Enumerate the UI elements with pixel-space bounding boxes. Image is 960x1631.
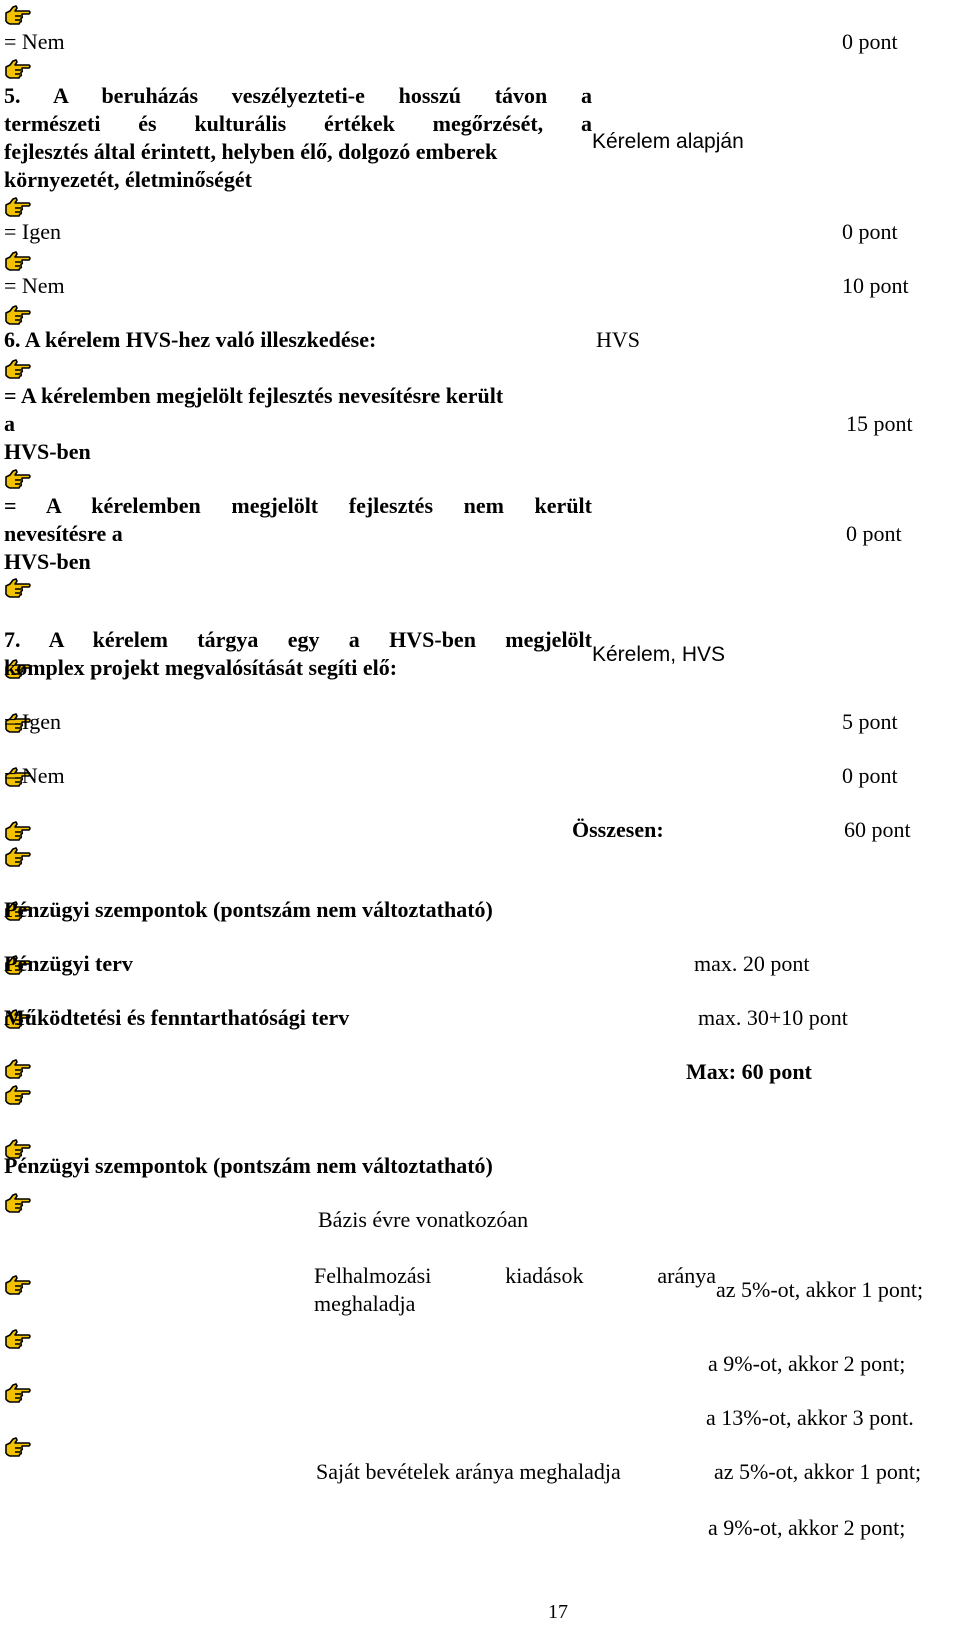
- q5-no-label: = Nem: [4, 273, 65, 298]
- q4-no-label: = Nem: [4, 29, 65, 54]
- pointing-hand-icon: [4, 1192, 32, 1214]
- pointing-hand-icon: [4, 358, 32, 380]
- q5-yes-label: = Igen: [4, 219, 61, 244]
- own-revenue-label: Saját bevételek aránya meghaladja: [316, 1459, 621, 1484]
- q6-opt2-points: 0 pont: [846, 521, 902, 546]
- q6-opt2-line-2: nevesítésre a: [4, 521, 123, 546]
- q5-source: Kérelem alapján: [592, 130, 744, 153]
- financial-plan-label: Pénzügyi terv: [4, 951, 133, 976]
- q4-no-points: 0 pont: [842, 29, 898, 54]
- financial-max: Max: 60 pont: [686, 1059, 812, 1084]
- financial-ops-label: Működtetési és fenntarthatósági terv: [4, 1005, 350, 1030]
- pointing-hand-icon: [4, 846, 32, 868]
- accum-tier-2: a 9%-ot, akkor 2 pont;: [708, 1351, 906, 1376]
- accum-tier-3: a 13%-ot, akkor 3 pont.: [706, 1405, 914, 1430]
- q5-yes-points: 0 pont: [842, 219, 898, 244]
- accum-line-2: meghaladja: [314, 1291, 416, 1316]
- pointing-hand-icon: [4, 58, 32, 80]
- q5-no-points: 10 pont: [842, 273, 909, 298]
- financial2-heading: Pénzügyi szempontok (pontszám nem változtatható): [4, 1153, 493, 1178]
- q7-yes-points: 5 pont: [842, 709, 898, 734]
- pointing-hand-icon: [4, 577, 32, 599]
- pointing-hand-icon: [4, 1328, 32, 1350]
- q6-opt2-line-3: HVS-ben: [4, 549, 91, 574]
- q7-source: Kérelem, HVS: [592, 643, 726, 666]
- q6-opt1-line-1: = A kérelemben megjelölt fejlesztés nevesítésre került: [4, 383, 504, 408]
- q7-line-2: komplex projekt megvalósítását segíti elő:: [4, 655, 398, 680]
- pointing-hand-icon: [4, 1274, 32, 1296]
- pointing-hand-icon: [4, 250, 32, 272]
- pointing-hand-icon: [4, 196, 32, 218]
- q5-line-3: fejlesztés által érintett, helyben élő, dolgozó emberek: [4, 139, 498, 164]
- pointing-hand-icon: [4, 1084, 32, 1106]
- q7-line-1: 7. A kérelem tárgya egy a HVS-ben megjelölt: [4, 627, 592, 652]
- q5-line-2: természeti és kulturális értékek megőrzését, a: [4, 111, 592, 136]
- pointing-hand-icon: [4, 1436, 32, 1458]
- q5-line-4: környezetét, életminőségét: [4, 167, 253, 192]
- pointing-hand-icon: [4, 304, 32, 326]
- q6-source: HVS: [596, 327, 641, 352]
- q5-line-1: 5. A beruházás veszélyezteti-e hosszú távon a: [4, 83, 592, 108]
- pointing-hand-icon: [4, 1058, 32, 1080]
- pointing-hand-icon: [4, 468, 32, 490]
- financial-ops-points: max. 30+10 pont: [698, 1005, 848, 1030]
- q6-opt1-line-3: HVS-ben: [4, 439, 91, 464]
- q6-title: 6. A kérelem HVS-hez való illeszkedése:: [4, 327, 377, 352]
- accum-line-1: Felhalmozási kiadások aránya: [314, 1263, 716, 1288]
- total-label: Összesen:: [572, 817, 664, 842]
- q6-opt1-line-2: a: [4, 411, 15, 436]
- own-tier-1: az 5%-ot, akkor 1 pont;: [714, 1459, 922, 1484]
- pointing-hand-icon: [4, 820, 32, 842]
- page-number: 17: [548, 1601, 568, 1623]
- financial-plan-points: max. 20 pont: [694, 951, 810, 976]
- own-tier-2: a 9%-ot, akkor 2 pont;: [708, 1515, 906, 1540]
- total-points: 60 pont: [844, 817, 911, 842]
- q6-opt1-points: 15 pont: [846, 411, 913, 436]
- q6-opt2-line-1: = A kérelemben megjelölt fejlesztés nem került: [4, 493, 592, 518]
- q7-no-points: 0 pont: [842, 763, 898, 788]
- q7-no-label: = Nem: [4, 763, 65, 788]
- pointing-hand-icon: [4, 4, 32, 26]
- accum-tier-1: az 5%-ot, akkor 1 pont;: [716, 1277, 924, 1302]
- base-year-label: Bázis évre vonatkozóan: [318, 1207, 529, 1232]
- financial-heading: Pénzügyi szempontok (pontszám nem változtatható): [4, 897, 493, 922]
- pointing-hand-icon: [4, 1382, 32, 1404]
- q7-yes-label: = Igen: [4, 709, 61, 734]
